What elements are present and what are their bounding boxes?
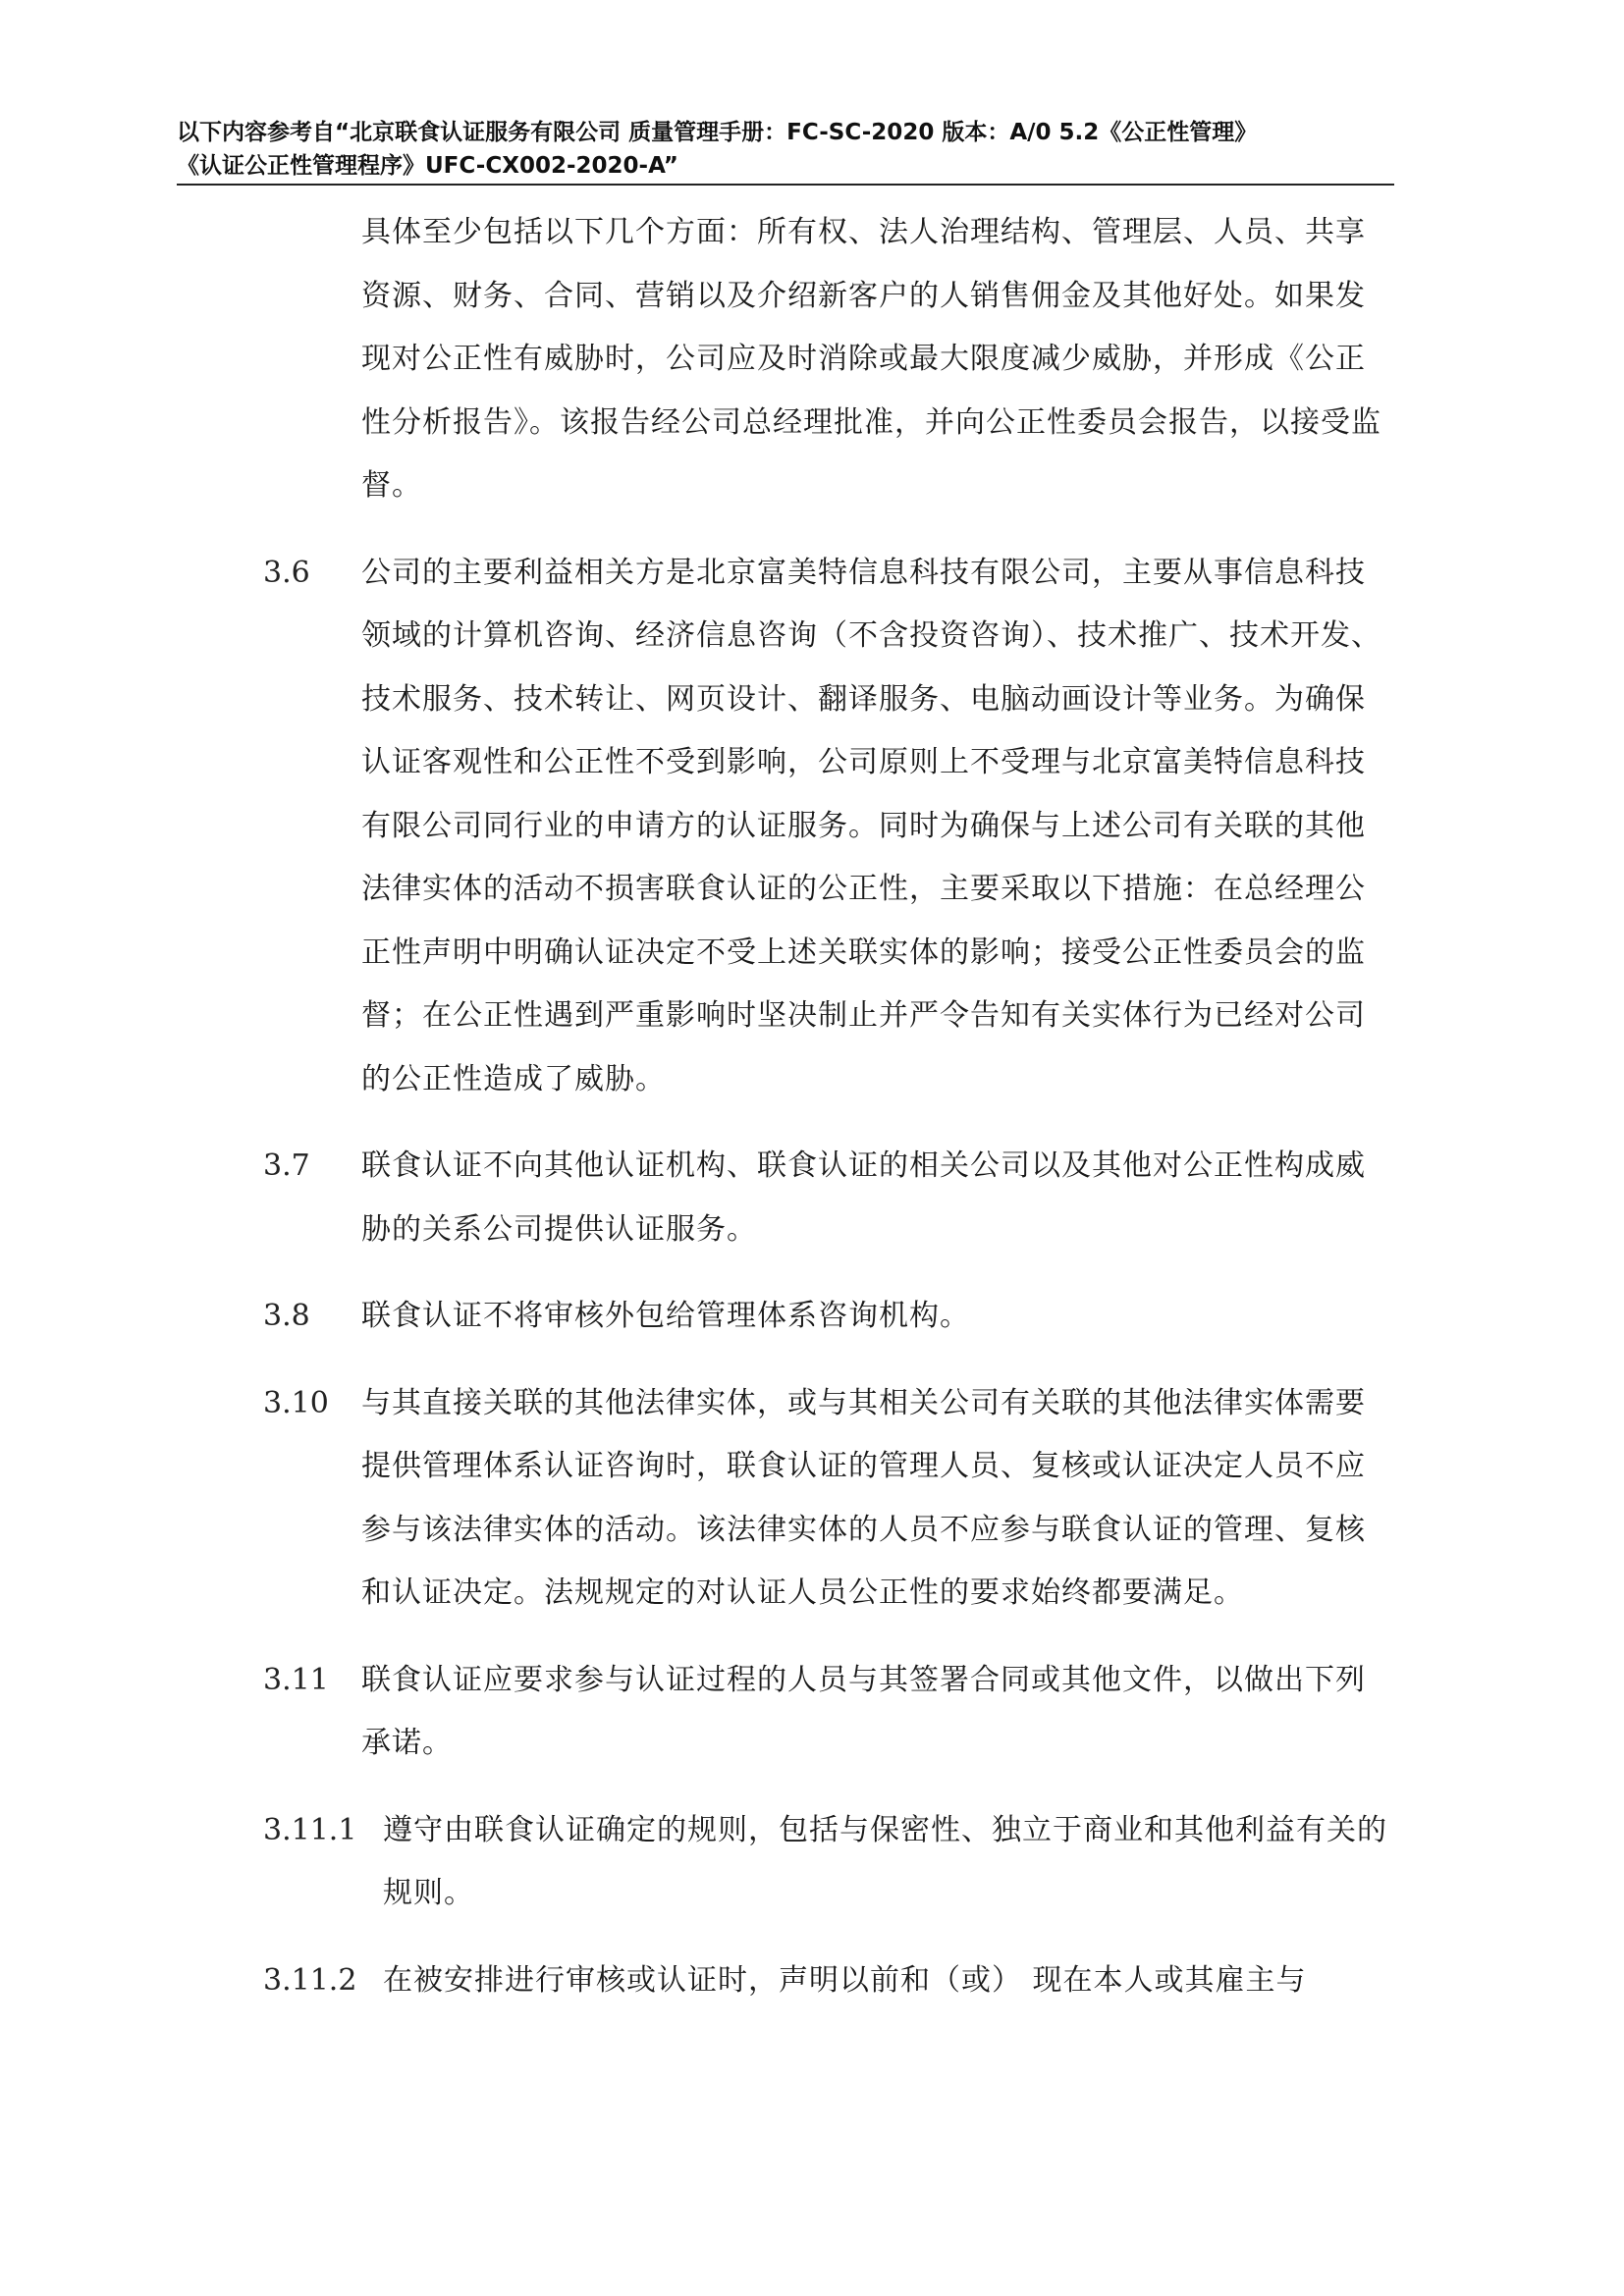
clause-number: 3.6 <box>263 555 310 590</box>
clause-3-10 <box>263 1372 1390 1626</box>
clause-text: 在被安排进行审核或认证时，声明以前和（或） 现在本人或其雇主与 <box>383 1962 1307 1998</box>
clause-number: 3.8 <box>263 1299 310 1333</box>
clause-3-11-1 <box>263 1799 1390 1926</box>
document-header <box>177 116 1394 183</box>
clause-3-8 <box>263 1285 1390 1349</box>
clause-text: 公司的主要利益相关方是北京富美特信息科技有限公司，主要从事信息科技领域的计算机咨询、经济信息咨询（不含投资咨询）、技术推广、技术开发、技术服务、技术转让、网页设计、翻译服务、电脑动画设计等业务。为确保认证客观性和公正性不受到影响，公司原则上不受理与北京富美特信息科技有限公司同行业的申请方的认证服务。同时为确保与上述公司有关联的其他法律实体的活动不损害联食认证的公正性，主要采取以下措施：在总经理公正性声明中明确认证决定不受上述关联实体的影响；接受公正性委员会的监督；在公正性遇到严重影响时坚决制止并严令告知有关实体行为已经对公司的公正性造成了威胁。 <box>361 555 1381 1096</box>
clause-text: 联食认证不将审核外包给管理体系咨询机构。 <box>361 1299 970 1333</box>
intro-paragraph: 具体至少包括以下几个方面：所有权、法人治理结构、管理层、人员、共享资源、财务、合同、营销以及介绍新客户的人销售佣金及其他好处。如果发现对公正性有威胁时，公司应及时消除或最大限度减少威胁，并形成《公正性分析报告》。该报告经公司总经理批准，并向公正性委员会报告，以接受监督。 <box>361 215 1381 503</box>
clause-3-7 <box>263 1135 1390 1261</box>
clause-number: 3.11.2 <box>263 1962 357 1998</box>
header-procedure-line: 《认证公正性管理程序》UFC-CX002-2020-A” <box>177 153 678 179</box>
clause-number: 3.7 <box>263 1148 310 1183</box>
clause-3-6 <box>263 542 1390 1112</box>
clause-3-11 <box>263 1649 1390 1776</box>
clause-number: 3.11.1 <box>263 1812 357 1847</box>
clause-number: 3.10 <box>263 1385 329 1420</box>
header-reference-line: 以下内容参考自“北京联食认证服务有限公司 质量管理手册：FC-SC-2020 版本：A/0 5.2《公正性管理》 <box>177 120 1258 145</box>
clause-text: 联食认证应要求参与认证过程的人员与其签署合同或其他文件，以做出下列承诺。 <box>361 1662 1366 1760</box>
clause-3-11-2 <box>263 1949 1390 2013</box>
header-divider <box>177 184 1394 186</box>
clause-number: 3.11 <box>263 1662 329 1697</box>
clause-text: 联食认证不向其他认证机构、联食认证的相关公司以及其他对公正性构成威胁的关系公司提供认证服务。 <box>361 1148 1366 1247</box>
document-body <box>263 201 1390 2012</box>
clause-text: 与其直接关联的其他法律实体，或与其相关公司有关联的其他法律实体需要提供管理体系认证咨询时，联食认证的管理人员、复核或认证决定人员不应参与该法律实体的活动。该法律实体的人员不应参与联食认证的管理、复核和认证决定。法规规定的对认证人员公正性的要求始终都要满足。 <box>361 1385 1366 1610</box>
clause-text: 遵守由联食认证确定的规则，包括与保密性、独立于商业和其他利益有关的规则。 <box>383 1812 1387 1910</box>
